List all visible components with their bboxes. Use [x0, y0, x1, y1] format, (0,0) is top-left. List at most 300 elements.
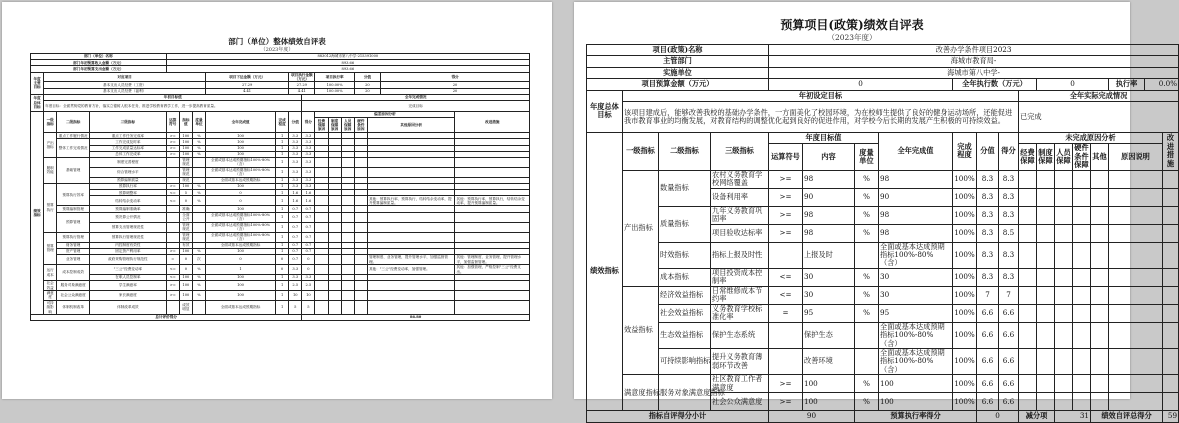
l1-cell: 可持续影响: [44, 300, 57, 314]
indicator-row: [31, 281, 530, 291]
target-cell: 管理规范: [179, 232, 192, 242]
reason-cell: [1055, 268, 1073, 286]
reason-system-cell: [328, 255, 341, 265]
weight-cell: 0.7: [289, 222, 302, 232]
reason-sub-header: 经费保障原因: [315, 118, 328, 133]
reason-fund-cell: [315, 222, 328, 232]
reason-cell: [1019, 375, 1037, 393]
annual-goal-label: 年度总体目标: [587, 90, 623, 132]
done-cell: 1: [276, 196, 289, 206]
reason-note-cell: [1109, 322, 1163, 348]
reason-system-cell: [328, 291, 341, 301]
indicator-row: [31, 265, 530, 275]
goal-weight: 20: [354, 82, 380, 88]
exec-rate-value: 0.0%: [1145, 79, 1179, 90]
weight-cell: 7: [977, 286, 999, 304]
l3-cell: 在职人员控制率: [90, 275, 167, 281]
reason-cell: [1055, 206, 1073, 224]
score-cell: 1.6: [302, 196, 315, 206]
actual-cell: 98: [879, 224, 953, 242]
operator-cell: >=: [166, 291, 179, 301]
reason-system-cell: [328, 281, 341, 291]
reason-sub-header: 人员保障原因: [341, 118, 354, 133]
operator-cell: >=: [166, 145, 179, 151]
measure-cell: [1163, 393, 1179, 411]
done-cell: 1: [276, 133, 289, 139]
deduct-value: 31: [1055, 411, 1091, 422]
operator-cell: <=: [166, 190, 179, 196]
done-cell: 1: [276, 184, 289, 190]
weight-cell: 3.3: [289, 265, 302, 275]
reason-note-cell: [1109, 170, 1163, 188]
total-score-value: 59: [1163, 411, 1179, 422]
score-cell: 0.7: [302, 242, 315, 248]
measure-cell: [1163, 268, 1179, 286]
score-cell: 0: [302, 255, 315, 265]
reason-cell: [1055, 224, 1073, 242]
reason-cell: [1037, 322, 1055, 348]
unit-cell: %: [192, 145, 205, 151]
score-cell: 8.3: [999, 268, 1019, 286]
reason-other-cell: [367, 281, 455, 291]
l2-cell: 质量指标: [659, 206, 711, 242]
budget-score-label: 预算执行率得分: [855, 411, 977, 422]
operator-cell: [166, 222, 179, 232]
reason-staff-cell: [341, 232, 354, 242]
operator-cell: <=: [166, 265, 179, 275]
goal-score: 20: [381, 82, 530, 88]
done-cell: 100%: [953, 322, 977, 348]
actual-cell: 0: [206, 255, 276, 265]
reason-other-cell: 其他：预算执行率、预算执行，结转结余变动率，提升预算编制质量。: [367, 196, 455, 206]
reason-cell: [1019, 188, 1037, 206]
total-value: 86.80: [302, 315, 530, 321]
content-cell: 95: [803, 304, 855, 322]
l1-cell: 预算管理: [44, 232, 57, 264]
unit-cell: %: [192, 265, 205, 275]
weight-cell: 6.6: [977, 375, 999, 393]
unit-cell: [192, 300, 205, 314]
left-document-page: [2, 2, 552, 399]
l1-cell: 满意度指标: [623, 375, 659, 411]
target-cell: 100: [179, 151, 192, 157]
reason-cell: [1091, 268, 1109, 286]
indicator-row: [587, 170, 1179, 188]
target-cell: 100: [179, 145, 192, 151]
l3-cell: 项目投资成本控制率: [711, 268, 769, 286]
l2-cell: 预算执行效率: [57, 184, 90, 206]
actual-cell: 90: [879, 188, 953, 206]
actual-header: 全年完成值: [879, 132, 953, 170]
reason-hardware-cell: [354, 196, 367, 206]
unit-cell: %: [855, 304, 879, 322]
operator-cell: [166, 212, 179, 222]
reason-system-cell: [328, 300, 341, 314]
l3-cell: 预算编制质量: [90, 177, 167, 183]
annual-done-text: 完成目标: [302, 100, 530, 111]
target-cell: 成效明显: [179, 300, 192, 314]
done-cell: 1: [276, 177, 289, 183]
indicator-row: [587, 322, 1179, 348]
weight-cell: 0.7: [289, 255, 302, 265]
actual-cell: 95: [879, 304, 953, 322]
done-cell: 1: [276, 300, 289, 314]
reason-fund-cell: [315, 167, 328, 177]
actual-cell: 100: [206, 206, 276, 212]
score-cell: 1.6: [302, 190, 315, 196]
reason-cell: [1037, 349, 1055, 375]
reason-cell: [1091, 322, 1109, 348]
dept-value: 海城市教育局-: [769, 56, 1179, 67]
weight-cell: 0.7: [289, 232, 302, 242]
score-cell: 8.5: [999, 224, 1019, 242]
goal-row: [587, 101, 1179, 132]
indicator-row: [587, 349, 1179, 375]
score-cell: 3.3: [302, 145, 315, 151]
reason-cell: [1019, 224, 1037, 242]
deduct-label: 减分项: [1019, 411, 1055, 422]
l2-cell: 预算编制管理: [57, 206, 90, 212]
weight-cell: 3.3: [289, 275, 302, 281]
reason-fund-cell: [315, 265, 328, 275]
score-cell: 0.7: [302, 206, 315, 212]
weight-cell: 6.6: [977, 304, 999, 322]
unit-cell: %: [192, 151, 205, 157]
weight-cell: 8.3: [977, 224, 999, 242]
l2-cell: 服务对象满意度: [57, 281, 90, 291]
reason-other-cell: [367, 232, 455, 242]
l3-cell: 综合管理水平: [90, 167, 167, 177]
reason-note-cell: [1109, 375, 1163, 393]
score-cell: 6.6: [999, 393, 1019, 411]
budget-value: 893.66: [166, 60, 529, 66]
goal-done-header: 全年实际完成情况: [1019, 90, 1179, 101]
done-cell: 100%: [953, 304, 977, 322]
done-cell: 1: [276, 212, 289, 222]
l3-cell: 总体工作完成率: [90, 151, 167, 157]
score-cell: 2.5: [302, 281, 315, 291]
target-cell: 规范: [179, 177, 192, 183]
done-cell: 100%: [953, 188, 977, 206]
reason-other-cell: 管理制度、业务管理，提升管理水平，加强监督管理。: [367, 255, 455, 265]
reason-cell: [1055, 286, 1073, 304]
actual-cell: 100: [206, 275, 276, 281]
reason-note-cell: [1109, 242, 1163, 268]
content-cell: 98: [803, 206, 855, 224]
reason-fund-cell: [315, 196, 328, 206]
indicator-row: [31, 196, 530, 206]
measure-cell: [1163, 242, 1179, 268]
actual-header: 全年完成值: [206, 111, 276, 132]
subtotal-value: 90: [769, 411, 855, 422]
actual-cell: 100: [206, 281, 276, 291]
done-cell: 100%: [953, 242, 977, 268]
actual-cell: 全面或基本达成预期指标100%-80%（含）: [206, 167, 276, 177]
weight-cell: 6.6: [977, 349, 999, 375]
goal-score: 20: [381, 88, 530, 94]
l3-cell: 预决算公开情况: [90, 212, 167, 222]
reason-header: 偏差原因分析: [315, 111, 455, 117]
operator-cell: >=: [166, 248, 179, 254]
right-doc-title: 预算项目(政策)绩效自评表: [780, 18, 924, 32]
actual-cell: 100: [206, 151, 276, 157]
target-cell: 100: [179, 139, 192, 145]
reason-other-header: 其他: [1091, 144, 1109, 170]
l2-cell: 体制机制改革: [57, 300, 90, 314]
indicator-row: [587, 375, 1179, 393]
target-cell: 5: [179, 190, 192, 196]
l2-cell: 成本指标: [659, 268, 711, 286]
unit-cell: %: [855, 286, 879, 304]
reason-staff-cell: [341, 167, 354, 177]
reason-staff-cell: [341, 281, 354, 291]
left-doc-year: （2023年度）: [260, 47, 294, 53]
l2-cell: 社会效益指标: [659, 304, 711, 322]
operator-cell: >=: [769, 375, 803, 393]
operator-cell: >=: [769, 224, 803, 242]
reason-cell: [1019, 286, 1037, 304]
goal-rate-header: 项目执行率: [315, 72, 354, 82]
score-cell: 3.3: [302, 139, 315, 145]
project-name-row: [587, 45, 1179, 56]
score-cell: 0.7: [302, 222, 315, 232]
actual-cell: 全面或基本达成预期指标: [206, 242, 276, 248]
weight-cell: 0.7: [289, 206, 302, 212]
l1-cell: 履职效能: [44, 157, 57, 183]
l1-cell: 运行成本: [44, 265, 57, 281]
actual-cell: 100: [206, 145, 276, 151]
target-cell: 管理规范: [179, 167, 192, 177]
measure-cell: [455, 291, 530, 301]
score-cell: 3.3: [302, 151, 315, 157]
indicator-row: [31, 212, 530, 222]
actual-cell: 100: [879, 375, 953, 393]
reason-hardware-cell: [354, 281, 367, 291]
l3-cell: 制度完善程度: [90, 157, 167, 167]
l3-cell: 固定资产利用率: [90, 248, 167, 254]
l3-cell: 预算支出管理规范性: [90, 222, 167, 232]
l3-cell: 农村义务教育学校网络覆盖: [711, 170, 769, 188]
l3-cell: 体制改革成效: [90, 300, 167, 314]
dept-name-label: 部门（单位）名称: [31, 54, 167, 60]
target-cell: 100: [179, 291, 192, 301]
reason-cell: [1073, 242, 1091, 268]
reason-system-cell: [328, 157, 341, 167]
score-cell: 0: [302, 265, 315, 275]
l3-cell: 结转结余变动率: [90, 196, 167, 206]
done-header: 完成程度: [953, 132, 977, 170]
score-cell: 3.3: [302, 133, 315, 139]
l3-header: 三级指标: [711, 132, 769, 170]
indicator-row: [31, 255, 530, 265]
indicator-row: [587, 268, 1179, 286]
actual-cell: 全面或基本达成预期指标: [206, 177, 276, 183]
operator-cell: [769, 322, 803, 348]
reason-cell: [1055, 242, 1073, 268]
reason-staff-header: 人员保障: [1055, 144, 1073, 170]
measure-cell: [455, 300, 530, 314]
operator-cell: =: [769, 304, 803, 322]
unit-cell: %: [192, 281, 205, 291]
score-cell: 6.6: [999, 304, 1019, 322]
weight-cell: 3.3: [289, 133, 302, 139]
goal-item-header: 对应项目: [44, 72, 206, 82]
l2-cell: 资产管理: [57, 248, 90, 254]
target-cell: 0: [179, 255, 192, 265]
reason-system-header: 制度保障: [1037, 144, 1055, 170]
reason-hardware-cell: [354, 291, 367, 301]
measure-cell: [1163, 224, 1179, 242]
reason-note-cell: [1109, 268, 1163, 286]
dept-row: [587, 56, 1179, 67]
budget-value: 893.66: [166, 66, 529, 72]
reason-staff-cell: [341, 291, 354, 301]
reason-cell: [1073, 170, 1091, 188]
reason-system-cell: [328, 232, 341, 242]
reason-cell: [1019, 393, 1037, 411]
done-cell: 100%: [953, 375, 977, 393]
content-cell: 100: [803, 375, 855, 393]
actual-cell: 98: [879, 206, 953, 224]
actual-cell: 全面或基本达成预期指标100%-80%（含）: [879, 322, 953, 348]
l3-cell: 日常维修成本节约率: [711, 286, 769, 304]
target-cell: 0: [179, 196, 192, 206]
reason-cell: [1019, 242, 1037, 268]
l2-cell: 社会公众满意度: [57, 291, 90, 301]
target-cell: 100: [179, 248, 192, 254]
reason-cell: [1037, 242, 1055, 268]
goal-rate: 100.00%: [315, 88, 354, 94]
weight-cell: 5: [289, 300, 302, 314]
weight-cell: 0.7: [289, 242, 302, 248]
measure-cell: [1163, 304, 1179, 322]
measure-header: 改进措施: [1163, 132, 1179, 170]
score-cell: 8.3: [999, 188, 1019, 206]
score-cell: 3.3: [302, 157, 315, 167]
unit-cell: [192, 222, 205, 232]
annual-target-header: 年度目标值: [769, 132, 879, 143]
l2-cell: 整体工作完成情况: [57, 139, 90, 158]
reason-fund-cell: [315, 281, 328, 291]
reason-cell: [1037, 268, 1055, 286]
content-cell: 30: [803, 286, 855, 304]
actual-cell: 0: [206, 190, 276, 196]
operator-cell: [769, 349, 803, 375]
l3-cell: 指标上报及时性: [711, 242, 769, 268]
budget-label: 项目预算金额（万元）: [587, 79, 769, 90]
score-cell: 8.3: [999, 170, 1019, 188]
score-header: 得分: [999, 132, 1019, 170]
done-cell: 100%: [953, 170, 977, 188]
done-cell: 1: [276, 232, 289, 242]
goal-plan: 27.29: [206, 82, 289, 88]
reason-other-header: 其他原因分析: [367, 118, 455, 133]
score-cell: 3.3: [302, 184, 315, 190]
l2-cell: 生态效益指标: [659, 322, 711, 348]
reason-cell: [1055, 393, 1073, 411]
operator-cell: >=: [166, 139, 179, 145]
target-cell: 100: [179, 275, 192, 281]
score-cell: 5: [302, 300, 315, 314]
reason-staff-cell: [341, 222, 354, 232]
actual-cell: 98: [879, 170, 953, 188]
total-row: [31, 315, 530, 321]
measure-cell: [455, 222, 530, 232]
l2-cell: 经济效益指标: [659, 286, 711, 304]
operator-cell: >=: [166, 184, 179, 190]
l3-cell: 社会公众满意度: [711, 393, 769, 411]
unit-cell: [855, 242, 879, 268]
done-cell: 1: [276, 157, 289, 167]
l2-cell: 数量指标: [659, 170, 711, 206]
reason-cell: [1055, 188, 1073, 206]
total-label: 总计评价得分: [31, 315, 302, 321]
indicator-header-row: [587, 132, 1179, 143]
actual-cell: 30: [879, 268, 953, 286]
content-cell: 改善环境: [803, 349, 855, 375]
target-cell: 全面公开: [179, 212, 192, 222]
l1-cell: 产出指标: [44, 133, 57, 158]
reason-fund-cell: [315, 255, 328, 265]
reason-staff-cell: [341, 265, 354, 275]
goal-plan-header: 项目下达金额（万元）: [206, 72, 289, 82]
done-cell: 1: [276, 248, 289, 254]
reason-other-cell: [367, 167, 455, 177]
perf-indicator-label: 绩效指标: [587, 132, 623, 410]
actual-cell: 1: [206, 265, 276, 275]
reason-hardware-cell: [354, 157, 367, 167]
l2-cell: 财务管理: [57, 242, 90, 248]
reason-cell: [1091, 286, 1109, 304]
annual-goal-row: [31, 100, 530, 111]
reason-cell: [1055, 349, 1073, 375]
unit-cell: [192, 157, 205, 167]
reason-cell: [1091, 393, 1109, 411]
reason-cell: [1073, 322, 1091, 348]
exec-rate-label: 执行率: [1109, 79, 1145, 90]
score-cell: 0.7: [302, 232, 315, 242]
weight-cell: 0.7: [289, 248, 302, 254]
goal-score-header: 得分: [381, 72, 530, 82]
l2-cell: 时效指标: [659, 242, 711, 268]
done-cell: 1: [276, 151, 289, 157]
l3-cell: 社区教育工作者满意度: [711, 375, 769, 393]
unit-cell: %: [192, 275, 205, 281]
reason-staff-cell: [341, 212, 354, 222]
operator-header: 运算符号: [166, 111, 179, 132]
reason-fund-cell: [315, 300, 328, 314]
operator-cell: >=: [166, 151, 179, 157]
l3-cell: 政府采购管理执行规范性: [90, 255, 167, 265]
reason-cell: [1091, 188, 1109, 206]
unit-header: 度量单位: [192, 111, 205, 132]
operator-cell: [166, 232, 179, 242]
done-cell: 100%: [953, 286, 977, 304]
weight-cell: 8.3: [977, 170, 999, 188]
measure-cell: [1163, 375, 1179, 393]
l3-cell: 学生满意率: [90, 281, 167, 291]
done-header: 完成程度: [276, 111, 289, 132]
unit-cell: %: [855, 170, 879, 188]
exec-amount-value: 0: [1037, 79, 1109, 90]
done-cell: 100%: [953, 349, 977, 375]
reason-staff-cell: [341, 196, 354, 206]
measure-cell: [1163, 206, 1179, 224]
l2-cell: 重点工作履行情况: [57, 133, 90, 139]
l2-header: 二级指标: [659, 132, 711, 170]
measure-cell: 其他：预算执行率，预算执行，结转结余变动率，提升预算编制质量。: [455, 196, 530, 206]
goal-done-text: 已完成: [1019, 101, 1179, 132]
